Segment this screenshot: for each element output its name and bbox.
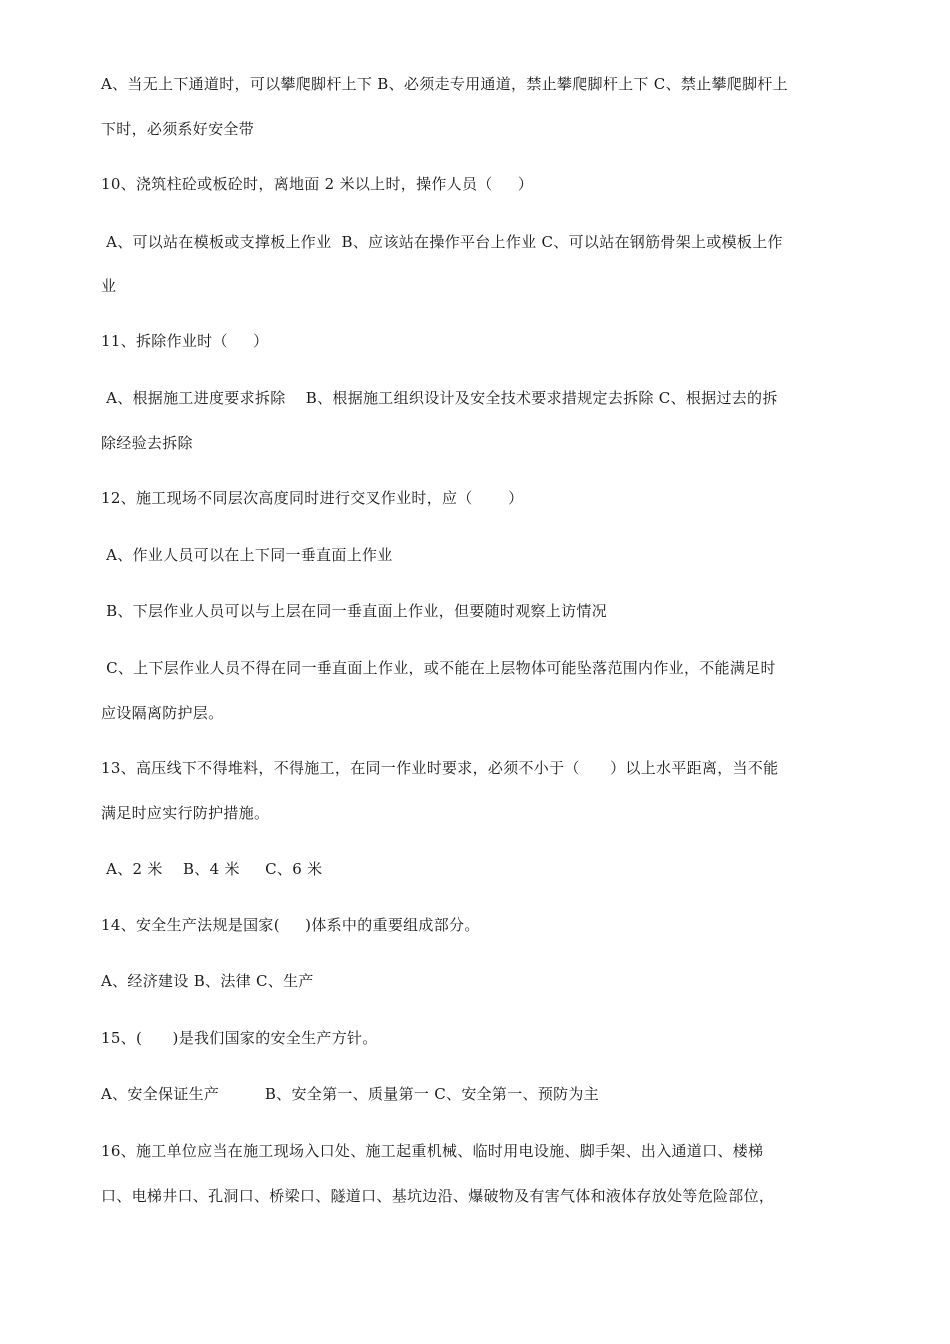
question-10: 10、浇筑柱砼或板砼时，离地面 2 米以上时，操作人员（ ） xyxy=(101,175,534,193)
question-16: 16、施工单位应当在施工现场入口处、施工起重机械、临时用电设施、脚手架、出入通道口、楼梯 xyxy=(101,1142,764,1160)
option-a-q12: A、作业人员可以在上下同一垂直面上作业 xyxy=(101,546,393,564)
question-15: 15、( )是我们国家的安全生产方针。 xyxy=(101,1029,378,1047)
option-line-q10: A、可以站在模板或支撑板上作业 B、应该站在操作平台上作业 C、可以站在钢筋骨架上或模板上作 xyxy=(101,233,783,251)
question-13: 13、高压线下不得堆料，不得施工，在同一作业时要求，必须不小于（ ）以上水平距离，当不能 xyxy=(101,759,779,777)
option-line-q14: A、经济建设 B、法律 C、生产 xyxy=(101,972,314,990)
question-12: 12、施工现场不同层次高度同时进行交叉作业时，应（ ） xyxy=(101,489,524,507)
option-line-q15: A、安全保证生产 B、安全第一、质量第一 C、安全第一、预防为主 xyxy=(101,1085,600,1103)
option-c-q12: C、上下层作业人员不得在同一垂直面上作业，或不能在上层物体可能坠落范围内作业，不能满足时 xyxy=(101,659,776,677)
option-line-q9-cont: 下时，必须系好安全带 xyxy=(101,120,255,138)
option-b-q12: B、下层作业人员可以与上层在同一垂直面上作业，但要随时观察上访情况 xyxy=(101,602,607,620)
option-line-q10-cont: 业 xyxy=(101,277,117,295)
option-line-q13: A、2 米 B、4 米 C、6 米 xyxy=(101,860,323,878)
option-c-q12-cont: 应设隔离防护层。 xyxy=(101,704,224,722)
question-16-cont: 口、电梯井口、孔洞口、桥梁口、隧道口、基坑边沿、爆破物及有害气体和液体存放处等危险部位， xyxy=(101,1187,775,1205)
question-11: 11、拆除作业时（ ） xyxy=(101,332,269,350)
question-14: 14、安全生产法规是国家( )体系中的重要组成部分。 xyxy=(101,916,480,934)
option-line-q9: A、当无上下通道时，可以攀爬脚杆上下 B、必须走专用通道，禁止攀爬脚杆上下 C、禁止攀爬脚杆上 xyxy=(101,75,788,93)
question-13-cont: 满足时应实行防护措施。 xyxy=(101,804,270,822)
option-line-q11: A、根据施工进度要求拆除 B、根据施工组织设计及安全技术要求措规定去拆除 C、根据过去的拆 xyxy=(101,389,778,407)
option-line-q11-cont: 除经验去拆除 xyxy=(101,434,193,452)
